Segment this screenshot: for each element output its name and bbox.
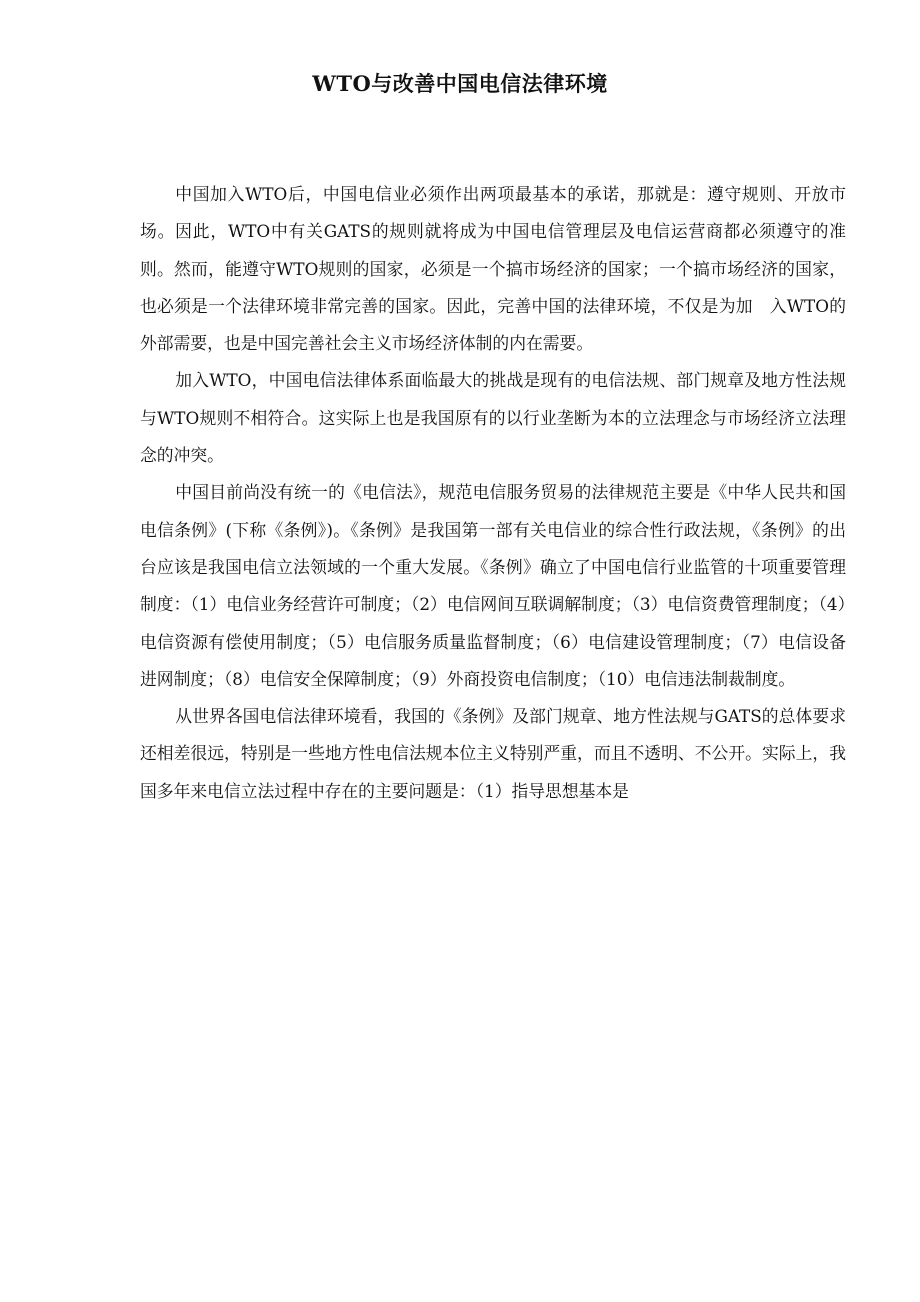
paragraph-1: 中国加入WTO后，中国电信业必须作出两项最基本的承诺，那就是：遵守规则、开放市场。因此，WTO中有关GATS的规则就将成为中国电信管理层及电信运营商都必须遵守的准则。然而，能遵守WTO规则的国家，必须是一个搞市场经济的国家；一个搞市场经济的国家，也必须是一个法律环境非常完善的国家。因此，完善中国的法律环境，不仅是为加 入WTO的外部需要，也是中国完善社会主义市场经济体制的内在需要。 — [140, 184, 846, 354]
paragraph-4: 从世界各国电信法律环境看，我国的《条例》及部门规章、地方性法规与GATS的总体要求还相差很远，特别是一些地方性电信法规本位主义特别严重，而且不透明、不公开。实际上，我国多年来电信立法过程中存在的主要问题是：（1）指导思想基本是 — [140, 706, 846, 801]
paragraph-2: 加入WTO，中国电信法律体系面临最大的挑战是现有的电信法规、部门规章及地方性法规与WTO规则不相符合。这实际上也是我国原有的以行业垄断为本的立法理念与市场经济立法理念的冲突。 — [140, 370, 846, 466]
document-body — [140, 176, 846, 810]
paragraph-3: 中国目前尚没有统一的《电信法》，规范电信服务贸易的法律规范主要是《中华人民共和国电信条例》(下称《条例》)。《条例》是我国第一部有关电信业的综合性行政法规，《条例》的出台应该是我国电信立法领域的一个重大发展。《条例》确立了中国电信行业监管的十项重要管理制度：（1）电信业务经营许可制度；（2）电信网间互联调解制度；（3）电信资费管理制度；（4）电信资源有偿使用制度；（5）电信服务质量监督制度；（6）电信建设管理制度；（7）电信设备进网制度；（8）电信安全保障制度；（9）外商投资电信制度；（10）电信违法制裁制度。 — [140, 482, 846, 689]
document-title: WTO与改善中国电信法律环境 — [312, 71, 608, 96]
